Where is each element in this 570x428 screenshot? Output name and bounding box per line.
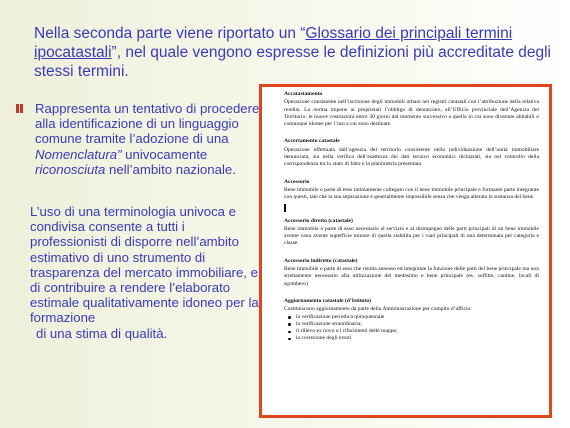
bullet-icon	[16, 104, 23, 113]
title-intro: Nella seconda parte viene riportato un “	[34, 25, 306, 42]
slide-title	[34, 24, 554, 81]
entry-body: Operazione consistente nell’iscrizione degli immobili urbani nei registri catastali con l’attribuzione della relativa rendita. La norma impone ai proprietari l’obbligo di denunciare, all’Ufficio provinciale dell’Agenzia del Territorio, le nuove costruzioni entro 30 giorni dal momento successivo a quello in cui sono divenute abitabili o comunque idonee per l’uso a cui sono destinate.	[284, 99, 539, 128]
list-item: la verificazione periodica quinquennale	[296, 314, 539, 321]
entry-title: Accessorio	[284, 178, 310, 185]
text-cursor	[284, 204, 286, 212]
p1-text-c: nell’ambito nazionale.	[105, 161, 236, 177]
entry-title: Accessorio diretto (catastale)	[284, 217, 353, 224]
entry-title: Accatastamento	[284, 91, 323, 97]
glossary-document-image	[259, 84, 552, 418]
entry-title: Aggiornamento catastale (d’Istituto)	[284, 297, 372, 304]
paragraph-terminology	[30, 204, 260, 341]
glossary-link[interactable]: Glossario dei principali termini ipocatastali	[34, 25, 513, 61]
entry-body: Costituiscono aggiornamento da parte della Amministrazione per compito d’ufficio:	[284, 306, 472, 313]
p2-text-a: L’uso di una terminologia univoca e condivisa consente a tutti i professionisti di disporre nell’ambito estimativo di uno strumento di trasparenza del mercato immobiliare, e di contribuire a rendere l’elaborato estimale qualitativamente idoneo per la formazione	[30, 204, 259, 326]
paragraph-nomenclature	[35, 101, 265, 177]
entry-list	[284, 314, 539, 343]
entry-body: Bene immobile o parte di esso intimamente collegato con il bene immobile principale e formante parte integrante con questi, tale che la sua separazione è generalmente impossibile senza che venga alterata la sostanza del bene.	[284, 186, 539, 201]
p1-emphasis-nomenclatura: Nomenclatura”	[35, 146, 122, 162]
title-rest: ”, nel quale vengono espresse le definizioni più accreditate degli stessi termini.	[34, 44, 551, 80]
entry-body: Operazione effettuata dall’agenzia del territorio consistente nella individuazione dell’unità immobiliare denunciata, sia nella verifica dell’esattezza dei dati tecnico economici dichiarati, sia nel controllo della corrispondenza tra lo stato di fatto e la planimetria presentata.	[284, 146, 539, 168]
p2-text-b: di una stima di qualità.	[36, 325, 168, 341]
glossary-entry	[284, 218, 539, 248]
glossary-entry	[284, 298, 539, 343]
list-item: la correzione degli errori	[296, 335, 539, 342]
p1-text-b: univocamente	[121, 146, 208, 162]
entry-body: Bene immobile o parte di esso necessario al servizio e al disimpegno delle parti principali di un bene immobile avente vano avente superficie minore di quella stabilita per i vani principali di una determinata per categoria e classe.	[284, 225, 539, 247]
entry-body: Bene immobile o parte di esso che risulta annesso ed integrante la funzione delle parti del bene principale ma non strettamente necessario alla utilizzazione del medesimo e bene principale (es. soffitte, cantine, locali di sgombero)	[284, 266, 539, 287]
list-item: la verificazione straordinaria;	[296, 321, 539, 328]
p1-emphasis-riconosciuta: riconosciuta	[35, 161, 106, 177]
list-item: il rilievo ex novo o i rifacimenti delle mappe;	[296, 328, 539, 335]
glossary-entry	[284, 138, 539, 168]
entry-title: Accertamento catastale	[284, 138, 340, 145]
glossary-entry	[284, 179, 539, 202]
p1-text-a: Rappresenta un tentativo di procedere alla identificazione di un linguaggio comune tramite l’adozione di una	[35, 101, 260, 147]
glossary-entry	[284, 91, 539, 128]
entry-title: Accessorio indiretto (catastale)	[284, 257, 358, 264]
glossary-entry	[284, 258, 539, 288]
